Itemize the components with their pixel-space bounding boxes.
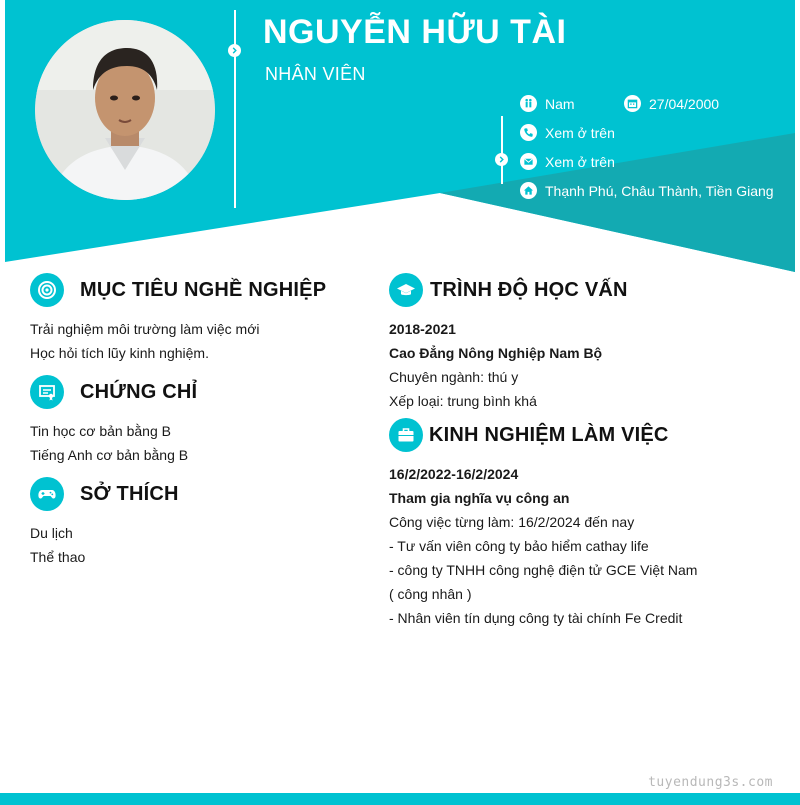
objective-section bbox=[30, 273, 370, 365]
hobbies-section bbox=[30, 477, 370, 569]
contact-birthday-value: 27/04/2000 bbox=[649, 95, 720, 112]
target-icon bbox=[30, 273, 64, 307]
experience-period: 16/2/2022-16/2/2024 bbox=[389, 466, 519, 482]
hobbies-title: SỞ THÍCH bbox=[80, 482, 179, 505]
experience-line: Công việc từng làm: 16/2/2024 đến nay bbox=[389, 514, 635, 530]
contact-address bbox=[520, 182, 774, 199]
avatar bbox=[35, 20, 215, 200]
education-period: 2018-2021 bbox=[389, 321, 456, 337]
contact-gender-value: Nam bbox=[545, 95, 575, 112]
gender-icon bbox=[520, 95, 537, 112]
education-line: Xếp loại: trung bình khá bbox=[389, 393, 537, 409]
candidate-name: NGUYỄN HỮU TÀI bbox=[263, 13, 567, 51]
experience-line: ( công nhân ) bbox=[389, 586, 472, 602]
experience-line: - Tư vấn viên công ty bảo hiểm cathay life bbox=[389, 538, 649, 554]
certificate-line: Tin học cơ bản bằng B bbox=[30, 423, 171, 439]
chevron-right-icon bbox=[228, 44, 241, 57]
contact-divider-line bbox=[501, 116, 503, 184]
contact-address-value: Thạnh Phú, Châu Thành, Tiền Giang bbox=[545, 182, 774, 199]
header-divider-line bbox=[234, 10, 236, 208]
certificate-line: Tiếng Anh cơ bản bằng B bbox=[30, 447, 189, 463]
education-school: Cao Đẳng Nông Nghiệp Nam Bộ bbox=[389, 345, 603, 361]
objective-title: MỤC TIÊU NGHỀ NGHIỆP bbox=[80, 278, 327, 301]
certificate-icon bbox=[30, 375, 64, 409]
chevron-right-icon bbox=[495, 153, 508, 166]
experience-role: Tham gia nghĩa vụ công an bbox=[389, 490, 570, 506]
contact-gender bbox=[520, 95, 575, 112]
certificates-title: CHỨNG CHỈ bbox=[80, 380, 198, 403]
graduation-cap-icon bbox=[389, 273, 423, 307]
gamepad-icon bbox=[30, 477, 64, 511]
contact-birthday bbox=[624, 95, 719, 112]
home-icon bbox=[520, 182, 537, 199]
candidate-position: NHÂN VIÊN bbox=[265, 64, 366, 84]
experience-line: - Nhân viên tín dụng công ty tài chính Fe Credit bbox=[389, 610, 683, 626]
footer-bar bbox=[0, 793, 800, 805]
contact-phone-value: Xem ở trên bbox=[545, 124, 615, 141]
experience-title: KINH NGHIỆM LÀM VIỆC bbox=[429, 423, 669, 446]
phone-icon bbox=[520, 124, 537, 141]
experience-section bbox=[389, 418, 769, 630]
education-title: TRÌNH ĐỘ HỌC VẤN bbox=[430, 278, 628, 301]
objective-line: Trải nghiệm môi trường làm việc mới bbox=[30, 321, 260, 337]
certificates-section bbox=[30, 375, 370, 467]
watermark: tuyendung3s.com bbox=[648, 775, 773, 790]
hobby-line: Du lịch bbox=[30, 525, 73, 541]
experience-line: - công ty TNHH công nghệ điện tử GCE Việt Nam bbox=[389, 562, 698, 578]
education-section bbox=[389, 273, 769, 413]
objective-line: Học hỏi tích lũy kinh nghiệm. bbox=[30, 345, 209, 361]
contact-phone bbox=[520, 124, 615, 141]
education-line: Chuyên ngành: thú y bbox=[389, 369, 519, 385]
briefcase-icon bbox=[389, 418, 423, 452]
contact-email-value: Xem ở trên bbox=[545, 153, 615, 170]
hobby-line: Thể thao bbox=[30, 549, 86, 565]
contact-email bbox=[520, 153, 615, 170]
calendar-icon bbox=[624, 95, 641, 112]
mail-icon bbox=[520, 153, 537, 170]
